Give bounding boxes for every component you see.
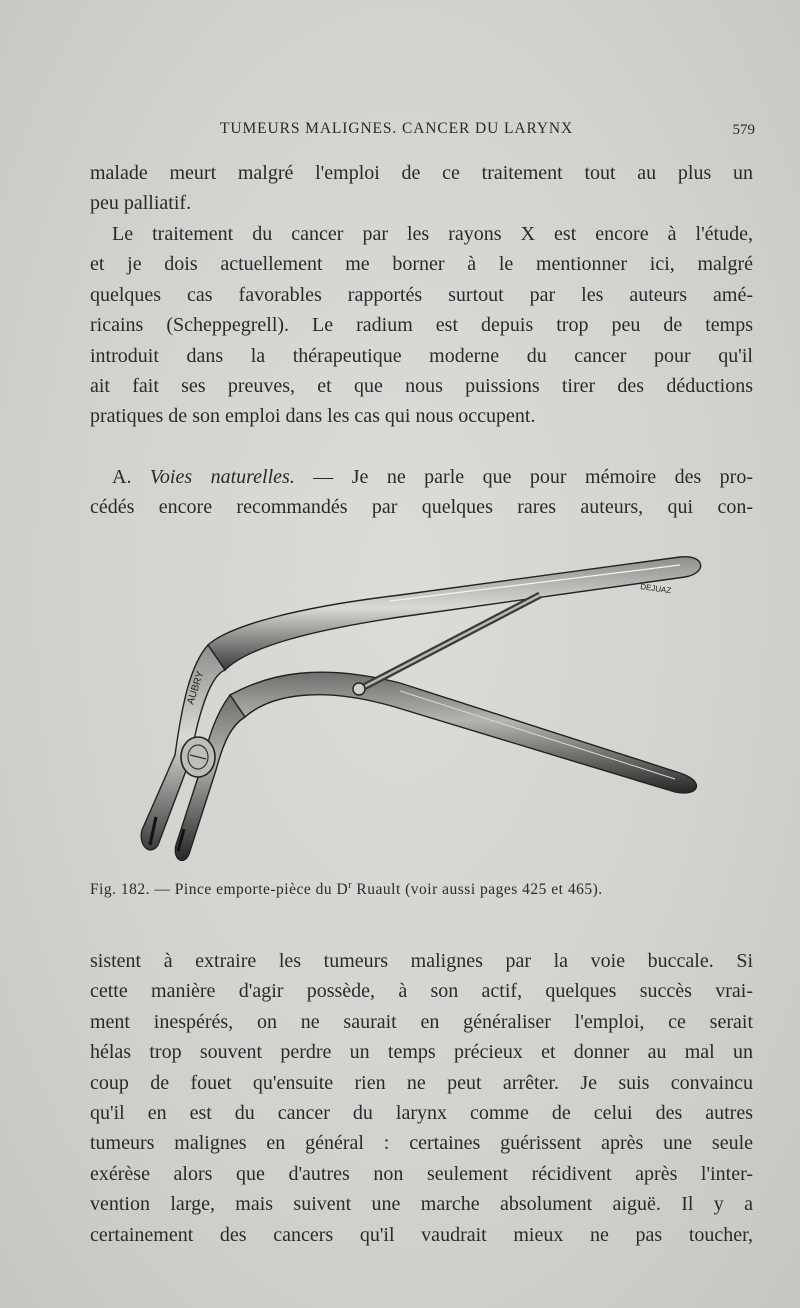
text-line: cette manière d'agir possède, à son actif, quelques succès vrai- bbox=[90, 980, 753, 1003]
text-line: ait fait ses preuves, et que nous puissions tirer des déductions bbox=[90, 375, 753, 398]
text-line: vention large, mais suivent une marche absolument aiguë. Il y a bbox=[90, 1193, 753, 1216]
caption-prefix: Fig. 182. — Pince emporte-pièce du D bbox=[90, 881, 349, 899]
maker-mark-aubry: AUBRY bbox=[185, 669, 207, 706]
maker-mark-dejuaz: DEJUAZ bbox=[639, 582, 672, 596]
text-line: quelques cas favorables rapportés surtout par les auteurs amé- bbox=[90, 283, 753, 306]
text-line: qu'il en est du cancer du larynx comme de celui des autres bbox=[90, 1102, 753, 1125]
upper-handle bbox=[208, 557, 701, 670]
text-line: sistent à extraire les tumeurs malignes par la voie buccale. Si bbox=[90, 950, 753, 972]
section-heading-line bbox=[90, 462, 753, 492]
text-line: introduit dans la thérapeutique moderne du cancer pour qu'il bbox=[90, 344, 753, 367]
text-line: malade meurt malgré l'emploi de ce traitement tout au plus un bbox=[90, 162, 753, 184]
text-line: peu palliatif. bbox=[90, 192, 192, 215]
text-line: Le traitement du cancer par les rayons X est encore à l'étude, bbox=[112, 223, 753, 245]
paragraph-radiotherapy bbox=[90, 219, 753, 432]
running-title: TUMEURS MALIGNES. CANCER DU LARYNX bbox=[220, 120, 574, 137]
text-line: cédés encore recommandés par quelques rares auteurs, qui con- bbox=[90, 496, 753, 519]
text-line: hélas trop souvent perdre un temps précieux et donner au mal un bbox=[90, 1041, 753, 1064]
section-label: A. bbox=[112, 466, 132, 488]
text-line: certainement des cancers qu'il vaudrait mieux ne pas toucher, bbox=[90, 1223, 753, 1246]
paragraph-continuation bbox=[90, 158, 753, 219]
caption-superscript: r bbox=[348, 880, 353, 891]
lower-handle bbox=[230, 672, 696, 793]
caption-rest: Ruault (voir aussi pages 425 et 465). bbox=[352, 881, 603, 899]
text-line: tumeurs malignes en général : certaines guérissent après une seule bbox=[90, 1132, 753, 1155]
page-number: 579 bbox=[732, 122, 755, 138]
text-line: ricains (Scheppegrell). Le radium est depuis trop peu de temps bbox=[90, 314, 753, 337]
text-line: pratiques de son emploi dans les cas qui nous occupent. bbox=[90, 405, 536, 428]
figure-forceps-illustration bbox=[120, 545, 720, 885]
section-a-paragraph bbox=[90, 462, 753, 523]
paragraph-buccal-route bbox=[90, 946, 753, 1250]
section-title: Voies naturelles. bbox=[149, 466, 295, 488]
text-line: et je dois actuellement me borner à le mentionner ici, malgré bbox=[90, 253, 753, 276]
text-line: coup de fouet qu'ensuite rien ne peut arrêter. Je suis convaincu bbox=[90, 1071, 753, 1094]
text-line: ment inespérés, on ne saurait en généraliser l'emploi, ce serait bbox=[90, 1010, 753, 1033]
running-head bbox=[90, 120, 755, 146]
figure-caption bbox=[90, 880, 755, 899]
section-text: — Je ne parle que pour mémoire des pro- bbox=[313, 466, 754, 488]
text-line: exérèse alors que d'autres non seulement récidivent après l'inter- bbox=[90, 1162, 753, 1185]
